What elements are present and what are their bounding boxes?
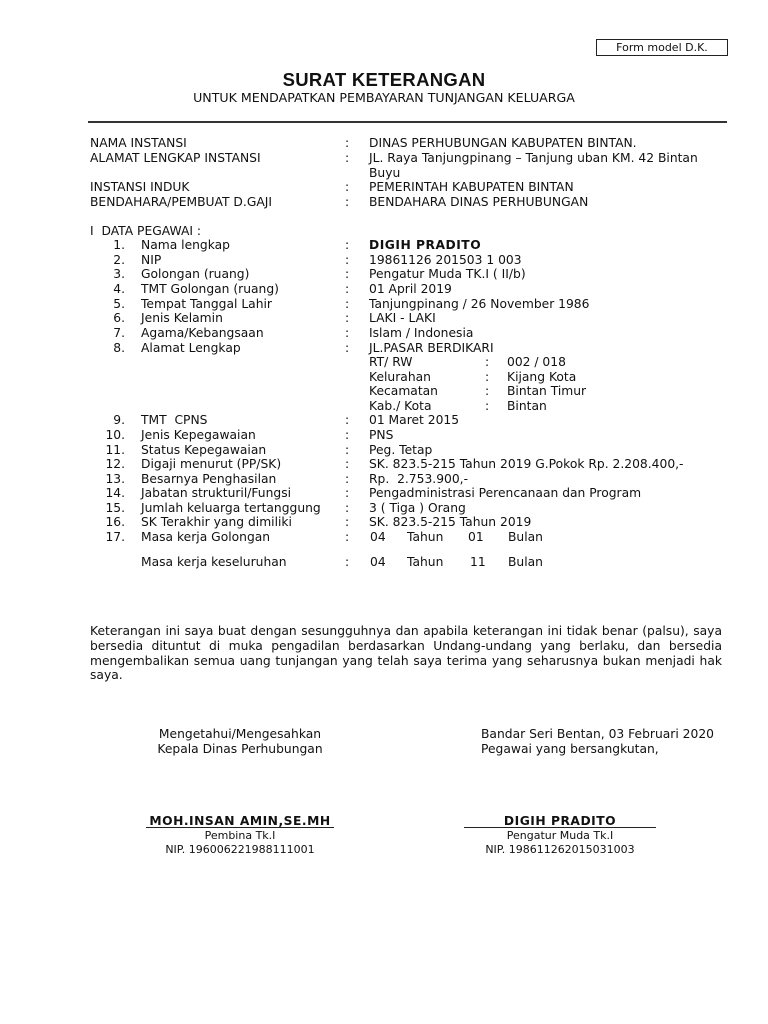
field-label: Jabatan strukturil/Fungsi [141,486,292,500]
left-signer-nip: NIP. 196006221988111001 [165,843,315,856]
field-label: NIP [141,253,162,267]
row-number: 4. [113,282,125,296]
field-label: Digaji menurut (PP/SK) [141,457,282,471]
field-value: 3 ( Tiga ) Orang [369,501,466,515]
field-label: ALAMAT LENGKAP INSTANSI [90,151,261,165]
years-unit: Tahun [407,530,444,544]
row-number: 3. [113,267,125,281]
address-value: 002 / 018 [507,355,566,369]
field-value: LAKI - LAKI [369,311,436,325]
field-colon: : [345,413,350,427]
field-colon: : [345,515,350,529]
row-number: 12. [105,457,125,471]
right-signer-name: DIGIH PRADITO [503,814,617,828]
address-row [0,355,768,370]
field-value: SK. 823.5-215 Tahun 2019 G.Pokok Rp. 2.208.400,- [369,457,684,471]
row-number: 17. [105,530,125,544]
years-value: 04 [370,555,386,569]
field-value: PEMERINTAH KABUPATEN BINTAN [369,180,574,194]
masa-kerja-keseluruhan-row [0,555,768,570]
section-title: I DATA PEGAWAI : [90,224,202,238]
field-value: Pengadministrasi Perencanaan dan Program [369,486,642,500]
employee-row [0,267,768,282]
address-colon: : [485,399,490,413]
field-label: Masa kerja keseluruhan [141,555,287,569]
address-label: Kelurahan [369,370,431,384]
right-signature-line [464,827,656,828]
left-sign-line2: Kepala Dinas Perhubungan [157,742,323,756]
employee-row [0,443,768,458]
field-colon: : [345,341,350,355]
employee-row [0,311,768,326]
field-colon: : [345,501,350,515]
masa-kerja-golongan-row [0,530,768,545]
field-colon: : [345,486,350,500]
employee-row [0,341,768,356]
field-value: Islam / Indonesia [369,326,474,340]
left-signer-rank: Pembina Tk.I [204,829,276,842]
field-value: SK. 823.5-215 Tahun 2019 [369,515,532,529]
years-value: 04 [370,530,386,544]
field-label: Besarnya Penghasilan [141,472,277,486]
field-bendahara [0,195,768,210]
field-colon: : [345,428,350,442]
field-label: Status Kepegawaian [141,443,267,457]
field-colon: : [345,267,350,281]
address-colon: : [485,370,490,384]
field-colon: : [345,311,350,325]
field-colon: : [345,443,350,457]
header-divider [88,121,727,123]
row-number: 14. [105,486,125,500]
employee-row [0,486,768,501]
section-data-pegawai [0,224,768,239]
employee-name: DIGIH PRADITO [369,238,482,252]
field-value: JL. Raya Tanjungpinang – Tanjung uban KM. 42 Bintan [369,151,698,165]
employee-row [0,297,768,312]
field-value: 01 Maret 2015 [369,413,460,427]
employee-row [0,238,768,253]
field-label: Nama lengkap [141,238,230,252]
row-number: 7. [113,326,125,340]
document-title: SURAT KETERANGAN [282,69,486,90]
employee-row [0,253,768,268]
row-number: 10. [105,428,125,442]
field-value: Peg. Tetap [369,443,433,457]
field-label: Jenis Kepegawaian [141,428,256,442]
field-alamat-instansi-cont [0,166,768,181]
field-value: PNS [369,428,394,442]
field-colon: : [345,530,350,544]
row-number: 8. [113,341,125,355]
field-label: Agama/Kebangsaan [141,326,264,340]
field-colon: : [345,555,350,569]
address-label: Kab./ Kota [369,399,432,413]
field-label: SK Terakhir yang dimiliki [141,515,292,529]
right-signer-rank: Pengatur Muda Tk.I [506,829,614,842]
months-value: 01 [468,530,484,544]
field-value: Rp. 2.753.900,- [369,472,469,486]
field-value: 01 April 2019 [369,282,452,296]
field-value: Pengatur Muda TK.I ( II/b) [369,267,526,281]
field-label: Jumlah keluarga tertanggung [141,501,321,515]
field-colon: : [345,472,350,486]
field-label: NAMA INSTANSI [90,136,187,150]
address-value: Bintan Timur [507,384,587,398]
row-number: 6. [113,311,125,325]
months-unit: Bulan [508,555,543,569]
address-value: Bintan [507,399,547,413]
right-sign-line1: Bandar Seri Bentan, 03 Februari 2020 [481,727,714,741]
field-label: Masa kerja Golongan [141,530,271,544]
field-label: INSTANSI INDUK [90,180,190,194]
field-colon: : [345,457,350,471]
field-colon: : [345,151,350,165]
field-label: TMT Golongan (ruang) [141,282,279,296]
left-sign-line1: Mengetahui/Mengesahkan [158,727,322,741]
statement-paragraph: Keterangan ini saya buat dengan sesungguhnya dan apabila keterangan ini tidak benar (palsu), saya bersedia dituntut di muka pengadilan berdasarkan Undang-undang yang berlaku, dan bersedia mengembalikan semua uang tunjangan yang telah saya terima yang seharusnya bukan menjadi hak saya. [90,624,722,683]
right-sign-line2: Pegawai yang bersangkutan, [481,742,659,756]
left-signature-line [146,827,334,828]
employee-row [0,501,768,516]
row-number: 5. [113,297,125,311]
row-number: 9. [113,413,125,427]
address-row [0,370,768,385]
document-subtitle: UNTUK MENDAPATKAN PEMBAYARAN TUNJANGAN KELUARGA [193,90,575,105]
field-label: Jenis Kelamin [141,311,223,325]
employee-row [0,282,768,297]
months-value: 11 [470,555,486,569]
address-label: Kecamatan [369,384,438,398]
row-number: 15. [105,501,125,515]
field-colon: : [345,136,350,150]
months-unit: Bulan [508,530,543,544]
employee-row [0,515,768,530]
row-number: 13. [105,472,125,486]
field-colon: : [345,195,350,209]
address-label: RT/ RW [369,355,413,369]
field-colon: : [345,297,350,311]
field-colon: : [345,238,350,252]
row-number: 2. [113,253,125,267]
field-value: Tanjungpinang / 26 November 1986 [369,297,590,311]
field-nama-instansi [0,136,768,151]
field-colon: : [345,253,350,267]
left-signer-name: MOH.INSAN AMIN,SE.MH [149,814,331,828]
address-colon: : [485,355,490,369]
employee-row [0,413,768,428]
row-number: 16. [105,515,125,529]
field-value-continued: Buyu [369,166,401,180]
form-model-box: Form model D.K. [596,39,728,56]
field-value: 19861126 201503 1 003 [369,253,522,267]
field-instansi-induk [0,180,768,195]
employee-row [0,326,768,341]
address-row [0,384,768,399]
address-value: Kijang Kota [507,370,577,384]
field-colon: : [345,282,350,296]
employee-row [0,472,768,487]
row-number: 1. [113,238,125,252]
field-label: Alamat Lengkap [141,341,241,355]
years-unit: Tahun [407,555,444,569]
field-value: DINAS PERHUBUNGAN KABUPATEN BINTAN. [369,136,637,150]
address-row [0,399,768,414]
field-label: Golongan (ruang) [141,267,250,281]
field-value: BENDAHARA DINAS PERHUBUNGAN [369,195,589,209]
field-alamat-instansi [0,151,768,166]
field-label: BENDAHARA/PEMBUAT D.GAJI [90,195,273,209]
field-colon: : [345,180,350,194]
field-value: JL.PASAR BERDIKARI [369,341,494,355]
right-signer-nip: NIP. 198611262015031003 [485,843,635,856]
field-label: TMT CPNS [141,413,208,427]
field-label: Tempat Tanggal Lahir [141,297,272,311]
field-colon: : [345,326,350,340]
address-colon: : [485,384,490,398]
employee-row [0,457,768,472]
row-number: 11. [105,443,125,457]
employee-row [0,428,768,443]
